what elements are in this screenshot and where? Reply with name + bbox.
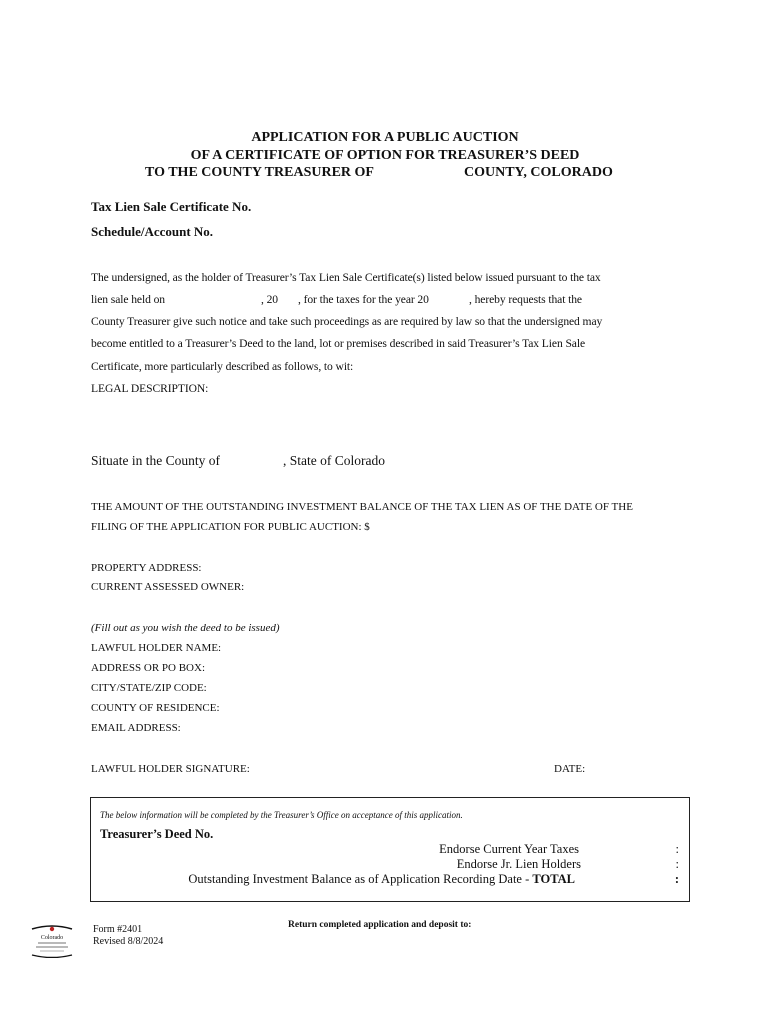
treasurer-office-box [90, 797, 690, 902]
paragraph-line-3: County Treasurer give such notice and take such proceedings as are required by law so that the undersigned may [91, 315, 603, 328]
date-label: DATE: [554, 763, 586, 775]
title-line-3-left: TO THE COUNTY TREASURER OF [145, 165, 374, 180]
colorado-seal-icon [28, 924, 76, 958]
situate-county-label: Situate in the County of [91, 453, 220, 468]
title-line-3-right: COUNTY, COLORADO [464, 165, 613, 180]
outstanding-balance-prefix: Outstanding Investment Balance as of Application Recording Date - [188, 872, 533, 886]
treasurer-deed-no-label: Treasurer’s Deed No. [100, 827, 214, 841]
email-address-label: EMAIL ADDRESS: [91, 722, 181, 734]
amount-line-2: FILING OF THE APPLICATION FOR PUBLIC AUCTION: $ [91, 521, 370, 533]
paragraph-line-1: The undersigned, as the holder of Treasurer’s Tax Lien Sale Certificate(s) listed below issued pursuant to the tax [91, 271, 601, 284]
title-line-2: OF A CERTIFICATE OF OPTION FOR TREASURER’S DEED [190, 148, 580, 163]
paragraph-line-2a: lien sale held on [91, 293, 165, 306]
legal-description-label: LEGAL DESCRIPTION: [91, 382, 209, 395]
seal-label: Colorado [40, 935, 64, 941]
signature-label: LAWFUL HOLDER SIGNATURE: [91, 763, 250, 775]
amount-line-1: THE AMOUNT OF THE OUTSTANDING INVESTMENT BALANCE OF THE TAX LIEN AS OF THE DATE OF THE [91, 501, 633, 513]
tax-lien-certificate-label: Tax Lien Sale Certificate No. [91, 199, 252, 214]
outstanding-balance-label [188, 872, 575, 887]
lawful-holder-name-label: LAWFUL HOLDER NAME: [91, 642, 222, 654]
return-instructions: Return completed application and deposit to: [288, 920, 472, 930]
current-owner-label: CURRENT ASSESSED OWNER: [91, 581, 245, 593]
endorse-jr-lien-label: Endorse Jr. Lien Holders [456, 857, 581, 871]
city-state-zip-label: CITY/STATE/ZIP CODE: [91, 682, 207, 694]
fill-out-note: (Fill out as you wish the deed to be issued) [91, 622, 280, 634]
schedule-account-label: Schedule/Account No. [91, 224, 214, 239]
endorse-current-year-colon: : [675, 842, 679, 856]
paragraph-line-2c: , for the taxes for the year 20 [298, 293, 429, 306]
outstanding-balance-colon: : [674, 872, 679, 886]
outstanding-balance-total: TOTAL [532, 872, 575, 886]
address-po-box-label: ADDRESS OR PO BOX: [91, 662, 205, 674]
office-note: The below information will be completed by the Treasurer’s Office on acceptance of this application. [100, 810, 463, 820]
form-number: Form #2401 [93, 924, 143, 935]
situate-state-label: , State of Colorado [283, 453, 385, 468]
property-address-label: PROPERTY ADDRESS: [91, 562, 202, 574]
county-of-residence-label: COUNTY OF RESIDENCE: [91, 702, 220, 714]
title-line-1: APPLICATION FOR A PUBLIC AUCTION [251, 130, 519, 145]
paragraph-line-5: Certificate, more particularly described as follows, to wit: [91, 360, 354, 373]
endorse-jr-lien-colon: : [675, 857, 679, 871]
paragraph-line-2b: , 20 [261, 293, 278, 306]
revised-date: Revised 8/8/2024 [93, 936, 164, 947]
endorse-current-year-label: Endorse Current Year Taxes [439, 842, 579, 856]
paragraph-line-4: become entitled to a Treasurer’s Deed to the land, lot or premises described in said Treasurer’s Tax Lien Sale [91, 337, 586, 350]
paragraph-line-2d: , hereby requests that the [469, 293, 582, 306]
